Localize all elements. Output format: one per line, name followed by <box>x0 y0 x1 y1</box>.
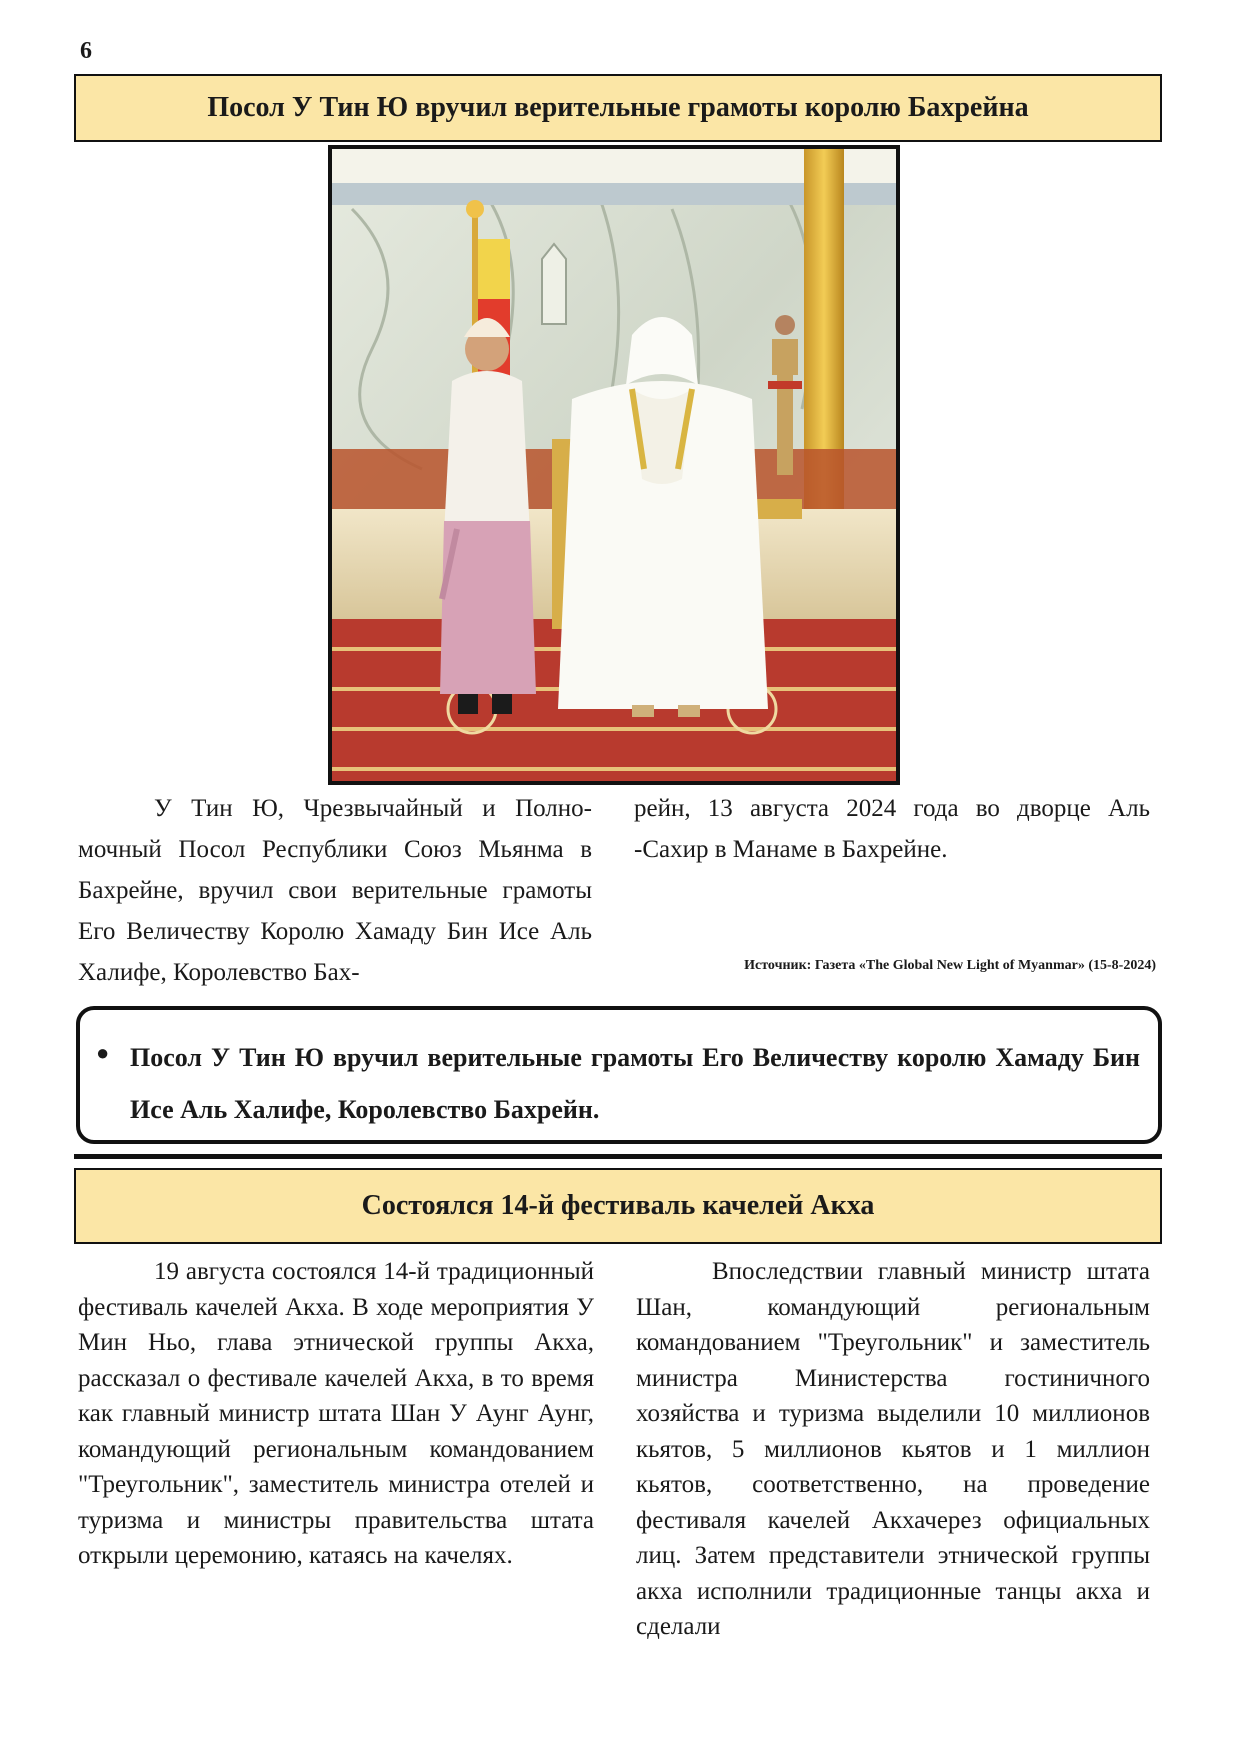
page-number: 6 <box>80 38 92 64</box>
article-1-column-right <box>634 788 1150 870</box>
article-1-column-left <box>78 788 592 993</box>
article-1-paragraph-1-continued: рейн, 13 августа 2024 года во дворце Аль -Сахир в Манаме в Бахрейне. <box>634 795 1150 863</box>
article-1-title: Посол У Тин Ю вручил верительные грамоты королю Бахрейна <box>74 74 1162 142</box>
article-2-paragraph-2: Впоследствии главный министр штата Шан, командующий региональным командованием "Треугольник" и заместитель министра Министерства гостиничного хозяйства и туризма выделили 10 миллионов кьятов, 5 миллионов кьятов и 1 миллион кьятов, соответственно, на проведение фестиваля качелей Акхачерез официальных лиц. Затем представители этнической группы акха исполнили традиционные танцы акха и сделали <box>636 1258 1150 1640</box>
article-2-paragraph-1: 19 августа состоялся 14-й традиционный фестиваль качелей Акха. В ходе мероприятия У Мин Ньо, глава этнической группы Акха, рассказал о фестивале качелей Акха, в то время как главный министр штата Шан У Аунг Аунг, командующий региональным командованием "Треугольник", заместитель министра отелей и туризма и министры правительства штата открыли церемонию, катаясь на качелях. <box>78 1258 594 1569</box>
bullet-icon: ● <box>96 1040 110 1065</box>
article-1-source: Источник: Газета «The Global New Light of Myanmar» (15-8-2024) <box>744 958 1156 973</box>
article-1-photo <box>328 145 900 785</box>
article-1-summary-text: Посол У Тин Ю вручил верительные грамоты Его Величеству королю Хамаду Бин Исе Аль Халифе, Королевство Бахрейн. <box>130 1043 1140 1124</box>
article-1-paragraph-1: У Тин Ю, Чрезвычайный и Полномочный Посол Республики Союз Мьянма в Бахрейне, вручил свои верительные грамоты Его Величеству Королю Хамаду Бин Исе Аль Халифе, Королевство Бах- <box>78 795 592 986</box>
section-divider <box>74 1154 1162 1159</box>
article-1-summary-box <box>76 1006 1162 1144</box>
article-2-column-right <box>636 1254 1150 1645</box>
article-2-title: Состоялся 14-й фестиваль качелей Акха <box>74 1168 1162 1244</box>
article-2-column-left <box>78 1254 594 1574</box>
photo-illustration <box>332 149 896 781</box>
